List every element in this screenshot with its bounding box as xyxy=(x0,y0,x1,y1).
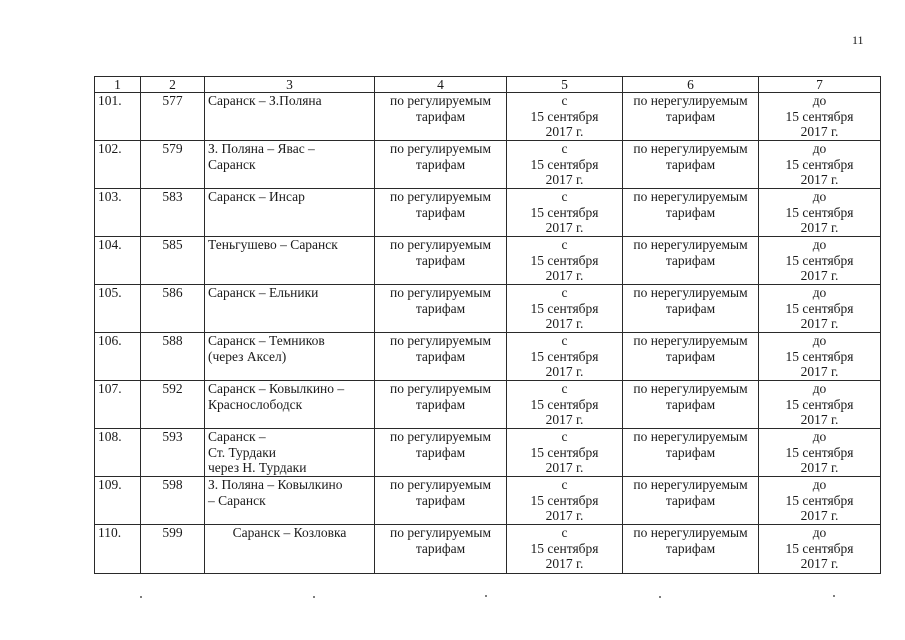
new-tariff-cell xyxy=(623,141,759,189)
cell-line: по нерегулируемым xyxy=(633,237,748,252)
cell-line: 2017 г. xyxy=(800,268,839,283)
cell-line: по регулируемым xyxy=(389,333,492,348)
route-number-cell: 579 xyxy=(141,141,205,189)
cell-line: с xyxy=(561,477,568,492)
cell-line: 15 сентября xyxy=(530,492,599,508)
current-tariff-cell xyxy=(375,429,507,477)
cell-line: тарифам xyxy=(415,252,466,268)
cell-line: тарифам xyxy=(665,156,716,172)
scan-mark xyxy=(313,596,315,598)
new-tariff-cell xyxy=(623,477,759,525)
cell-line: 15 сентября xyxy=(530,348,599,364)
route-number-cell: 585 xyxy=(141,237,205,285)
cell-line: с xyxy=(561,237,568,252)
cell-line: до xyxy=(812,285,827,300)
route-number-cell: 599 xyxy=(141,525,205,574)
table-body xyxy=(95,93,881,574)
column-header-7: 7 xyxy=(759,77,881,93)
cell-line: с xyxy=(561,333,568,348)
cell-line: тарифам xyxy=(665,492,716,508)
route-number-cell: 598 xyxy=(141,477,205,525)
cell-line: тарифам xyxy=(415,396,466,412)
column-header-6: 6 xyxy=(623,77,759,93)
current-tariff-cell xyxy=(375,477,507,525)
scan-mark xyxy=(833,595,835,597)
cell-line: 2017 г. xyxy=(800,364,839,379)
end-date-cell xyxy=(759,141,881,189)
table-row xyxy=(95,429,881,477)
cell-line: 15 сентября xyxy=(530,396,599,412)
cell-line: по нерегулируемым xyxy=(633,189,748,204)
row-number-cell: 105. xyxy=(95,285,141,333)
cell-line: 2017 г. xyxy=(545,508,584,523)
scan-mark xyxy=(659,596,661,598)
cell-line: тарифам xyxy=(415,300,466,316)
cell-line: 15 сентября xyxy=(785,444,854,460)
table-header-row xyxy=(95,77,881,93)
route-name-cell xyxy=(205,141,375,189)
route-number-cell: 593 xyxy=(141,429,205,477)
start-date-cell xyxy=(507,525,623,574)
cell-line: тарифам xyxy=(415,444,466,460)
cell-line: по регулируемым xyxy=(389,189,492,204)
cell-line: 15 сентября xyxy=(785,156,854,172)
route-name-cell xyxy=(205,525,375,574)
cell-line: 2017 г. xyxy=(545,412,584,427)
cell-line: 15 сентября xyxy=(785,300,854,316)
cell-line: по нерегулируемым xyxy=(633,525,748,540)
column-header-5: 5 xyxy=(507,77,623,93)
cell-line: 2017 г. xyxy=(545,316,584,331)
cell-line: 15 сентября xyxy=(530,252,599,268)
end-date-cell xyxy=(759,381,881,429)
cell-line: по регулируемым xyxy=(389,525,492,540)
scan-mark xyxy=(140,596,142,598)
cell-line: Саранск – Ковылкино – xyxy=(208,381,345,396)
cell-line: до xyxy=(812,429,827,444)
cell-line: (через Аксел) xyxy=(208,348,287,364)
cell-line: 2017 г. xyxy=(545,220,584,235)
end-date-cell xyxy=(759,189,881,237)
cell-line: 2017 г. xyxy=(545,268,584,283)
cell-line: по регулируемым xyxy=(389,141,492,156)
cell-line: с xyxy=(561,429,568,444)
cell-line: по нерегулируемым xyxy=(633,381,748,396)
cell-line: 2017 г. xyxy=(800,172,839,187)
cell-line: 15 сентября xyxy=(530,156,599,172)
end-date-cell xyxy=(759,333,881,381)
cell-line: тарифам xyxy=(415,108,466,124)
cell-line: тарифам xyxy=(665,540,716,556)
cell-line: 15 сентября xyxy=(785,108,854,124)
row-number-cell: 102. xyxy=(95,141,141,189)
cell-line: до xyxy=(812,237,827,252)
route-number-cell: 577 xyxy=(141,93,205,141)
table-row xyxy=(95,381,881,429)
cell-line: тарифам xyxy=(665,348,716,364)
column-header-1: 1 xyxy=(95,77,141,93)
table-row xyxy=(95,477,881,525)
row-number-cell: 104. xyxy=(95,237,141,285)
cell-line: 2017 г. xyxy=(800,508,839,523)
cell-line: 15 сентября xyxy=(785,252,854,268)
cell-line: тарифам xyxy=(665,300,716,316)
cell-line: до xyxy=(812,141,827,156)
cell-line: с xyxy=(561,381,568,396)
cell-line: тарифам xyxy=(415,156,466,172)
cell-line: Саранск – Инсар xyxy=(208,189,305,204)
cell-line: с xyxy=(561,93,568,108)
column-header-3: 3 xyxy=(205,77,375,93)
cell-line: до xyxy=(812,333,827,348)
start-date-cell xyxy=(507,381,623,429)
route-number-cell: 592 xyxy=(141,381,205,429)
row-number-cell: 109. xyxy=(95,477,141,525)
cell-line: тарифам xyxy=(415,540,466,556)
cell-line: через Н. Турдаки xyxy=(208,460,307,475)
row-number-cell: 110. xyxy=(95,525,141,574)
current-tariff-cell xyxy=(375,93,507,141)
cell-line: 15 сентября xyxy=(785,492,854,508)
cell-line: Ст. Турдаки xyxy=(208,444,277,460)
cell-line: 2017 г. xyxy=(545,124,584,139)
route-name-cell xyxy=(205,333,375,381)
row-number-cell: 107. xyxy=(95,381,141,429)
cell-line: З. Поляна – Явас – xyxy=(208,141,315,156)
cell-line: 15 сентября xyxy=(530,204,599,220)
start-date-cell xyxy=(507,429,623,477)
column-header-4: 4 xyxy=(375,77,507,93)
cell-line: 15 сентября xyxy=(530,300,599,316)
current-tariff-cell xyxy=(375,381,507,429)
new-tariff-cell xyxy=(623,189,759,237)
row-number-cell: 108. xyxy=(95,429,141,477)
cell-line: 15 сентября xyxy=(785,204,854,220)
new-tariff-cell xyxy=(623,381,759,429)
cell-line: по регулируемым xyxy=(389,237,492,252)
cell-line: тарифам xyxy=(665,252,716,268)
column-header-2: 2 xyxy=(141,77,205,93)
cell-line: с xyxy=(561,189,568,204)
route-name-cell xyxy=(205,381,375,429)
cell-line: 2017 г. xyxy=(545,364,584,379)
cell-line: 2017 г. xyxy=(800,556,839,571)
cell-line: Саранск – Темников xyxy=(208,333,325,348)
tariff-table xyxy=(94,76,881,574)
new-tariff-cell xyxy=(623,237,759,285)
cell-line: 2017 г. xyxy=(545,556,584,571)
route-number-cell: 588 xyxy=(141,333,205,381)
cell-line: по регулируемым xyxy=(389,93,492,108)
cell-line: до xyxy=(812,381,827,396)
cell-line: с xyxy=(561,141,568,156)
cell-line: тарифам xyxy=(665,204,716,220)
cell-line: по нерегулируемым xyxy=(633,285,748,300)
cell-line: Саранск – xyxy=(208,429,266,444)
route-name-cell xyxy=(205,237,375,285)
cell-line: до xyxy=(812,189,827,204)
end-date-cell xyxy=(759,429,881,477)
cell-line: 2017 г. xyxy=(545,172,584,187)
cell-line: по нерегулируемым xyxy=(633,141,748,156)
page-number: 11 xyxy=(852,33,864,47)
cell-line: по регулируемым xyxy=(389,477,492,492)
cell-line: по регулируемым xyxy=(389,429,492,444)
row-number-cell: 103. xyxy=(95,189,141,237)
cell-line: до xyxy=(812,477,827,492)
cell-line: 15 сентября xyxy=(530,444,599,460)
route-name-cell xyxy=(205,429,375,477)
cell-line: 2017 г. xyxy=(800,124,839,139)
cell-line: 15 сентября xyxy=(530,540,599,556)
current-tariff-cell xyxy=(375,525,507,574)
cell-line: 15 сентября xyxy=(785,540,854,556)
cell-line: до xyxy=(812,525,827,540)
cell-line: 2017 г. xyxy=(800,316,839,331)
cell-line: Краснослободск xyxy=(208,396,303,412)
current-tariff-cell xyxy=(375,285,507,333)
end-date-cell xyxy=(759,477,881,525)
route-name-cell xyxy=(205,93,375,141)
cell-line: 15 сентября xyxy=(785,396,854,412)
table-row xyxy=(95,237,881,285)
new-tariff-cell xyxy=(623,333,759,381)
new-tariff-cell xyxy=(623,525,759,574)
end-date-cell xyxy=(759,525,881,574)
cell-line: – Саранск xyxy=(208,492,266,508)
cell-line: 15 сентября xyxy=(785,348,854,364)
cell-line: Саранск – З.Поляна xyxy=(208,93,322,108)
cell-line: 2017 г. xyxy=(545,460,584,475)
end-date-cell xyxy=(759,285,881,333)
cell-line: Теньгушево – Саранск xyxy=(208,237,338,252)
current-tariff-cell xyxy=(375,141,507,189)
cell-line: тарифам xyxy=(415,204,466,220)
cell-line: З. Поляна – Ковылкино xyxy=(208,477,343,492)
cell-line: 15 сентября xyxy=(530,108,599,124)
start-date-cell xyxy=(507,285,623,333)
cell-line: тарифам xyxy=(415,348,466,364)
end-date-cell xyxy=(759,237,881,285)
cell-line: 2017 г. xyxy=(800,412,839,427)
start-date-cell xyxy=(507,333,623,381)
scan-marks xyxy=(0,590,905,600)
cell-line: по регулируемым xyxy=(389,285,492,300)
cell-line: Саранск xyxy=(208,156,256,172)
cell-line: по нерегулируемым xyxy=(633,93,748,108)
cell-line: тарифам xyxy=(665,444,716,460)
start-date-cell xyxy=(507,93,623,141)
cell-line: по нерегулируемым xyxy=(633,477,748,492)
start-date-cell xyxy=(507,189,623,237)
table-row xyxy=(95,333,881,381)
cell-line: 2017 г. xyxy=(800,220,839,235)
table-row xyxy=(95,93,881,141)
cell-line: тарифам xyxy=(415,492,466,508)
current-tariff-cell xyxy=(375,333,507,381)
cell-line: тарифам xyxy=(665,108,716,124)
route-name-cell xyxy=(205,285,375,333)
table-row xyxy=(95,189,881,237)
route-name-cell xyxy=(205,189,375,237)
new-tariff-cell xyxy=(623,429,759,477)
start-date-cell xyxy=(507,141,623,189)
table-row xyxy=(95,141,881,189)
start-date-cell xyxy=(507,237,623,285)
cell-line: по нерегулируемым xyxy=(633,333,748,348)
route-number-cell: 586 xyxy=(141,285,205,333)
table-row xyxy=(95,525,881,574)
route-number-cell: 583 xyxy=(141,189,205,237)
row-number-cell: 106. xyxy=(95,333,141,381)
start-date-cell xyxy=(507,477,623,525)
cell-line: 2017 г. xyxy=(800,460,839,475)
cell-line: Саранск – Козловка xyxy=(232,525,347,540)
end-date-cell xyxy=(759,93,881,141)
cell-line: до xyxy=(812,93,827,108)
cell-line: Саранск – Ельники xyxy=(208,285,319,300)
cell-line: по регулируемым xyxy=(389,381,492,396)
route-name-cell xyxy=(205,477,375,525)
row-number-cell: 101. xyxy=(95,93,141,141)
current-tariff-cell xyxy=(375,237,507,285)
table-row xyxy=(95,285,881,333)
new-tariff-cell xyxy=(623,285,759,333)
cell-line: с xyxy=(561,285,568,300)
cell-line: по нерегулируемым xyxy=(633,429,748,444)
scan-mark xyxy=(485,595,487,597)
current-tariff-cell xyxy=(375,189,507,237)
new-tariff-cell xyxy=(623,93,759,141)
cell-line: тарифам xyxy=(665,396,716,412)
cell-line: с xyxy=(561,525,568,540)
